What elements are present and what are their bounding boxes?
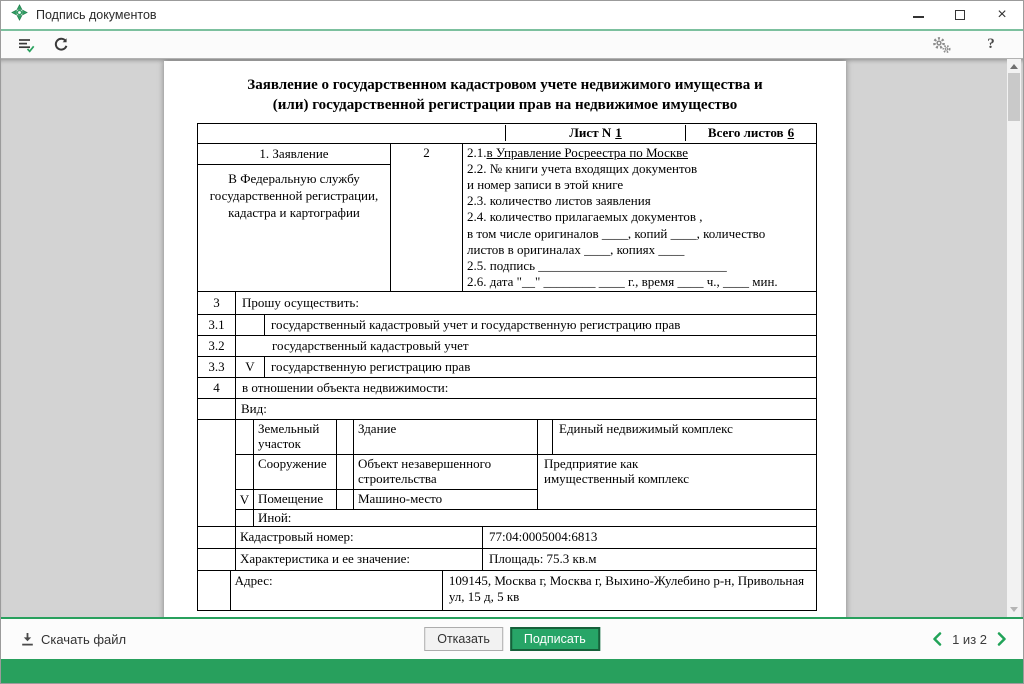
section2-number: 2 [390, 144, 462, 291]
checkbox-cell [336, 490, 353, 510]
help-icon: ? [987, 36, 995, 52]
table-row [198, 398, 816, 419]
vid-grid: Земельный участок Здание Единый недвижимый комплекс Сооружение Объект незавершенного строительства V Помещение Машино-место Предприятие как имущественный комплекс Иной: [235, 420, 816, 526]
scroll-up-icon[interactable] [1010, 64, 1018, 69]
cadastral-number-value: 77:04:0005004:6813 [482, 527, 816, 548]
table-row [198, 143, 816, 291]
signed-documents-list-button[interactable] [13, 33, 41, 57]
table-row: 3.3 V государственную регистрацию прав [198, 356, 816, 377]
checkbox-cell [235, 315, 264, 335]
application-form-table [197, 123, 817, 611]
checkbox-cell [537, 420, 552, 454]
page-indicator: 1 из 2 [952, 631, 987, 647]
checkbox-cell [236, 455, 253, 489]
minimize-button[interactable] [897, 1, 939, 29]
address-value: 109145, Москва г, Москва г, Выхино-Жулебино р-н, Привольная ул, 15 д, 5 кв [442, 571, 816, 610]
sign-button[interactable]: Подписать [510, 627, 600, 651]
table-row: Кадастровый номер: 77:04:0005004:6813 [198, 526, 816, 548]
document-viewer [1, 59, 1023, 617]
vid-grid-row [198, 419, 816, 526]
close-button[interactable] [981, 1, 1023, 29]
checkbox-cell [236, 510, 253, 526]
window-title: Подпись документов [36, 8, 157, 22]
download-icon [21, 632, 34, 646]
checkbox-cell [336, 420, 353, 454]
document-page [164, 61, 846, 617]
app-compass-icon [11, 4, 28, 26]
vertical-scrollbar[interactable] [1007, 59, 1021, 617]
refresh-icon [53, 37, 69, 53]
maximize-icon [955, 10, 965, 20]
download-label: Скачать файл [41, 631, 127, 647]
sheets-total: Всего листов 6 [685, 125, 816, 141]
section1-body: В Федеральную службу государственной регистрации, кадастра и картографии [209, 170, 379, 220]
settings-button[interactable] [927, 33, 955, 57]
scrollbar-thumb[interactable] [1008, 73, 1020, 121]
settings-gears-icon [931, 36, 951, 53]
reject-button[interactable]: Отказать [424, 627, 503, 651]
characteristic-value: Площадь: 75.3 кв.м [482, 549, 816, 570]
titlebar [1, 1, 1023, 29]
checkbox-cell [236, 420, 253, 454]
table-row: Адрес: 109145, Москва г, Москва г, Выхино-Жулебино р-н, Привольная ул, 15 д, 5 кв [198, 570, 816, 610]
table-row: 3.2 государственный кадастровый учет [198, 335, 816, 356]
bottom-accent-bar [1, 659, 1023, 683]
scroll-down-icon[interactable] [1010, 607, 1018, 612]
refresh-button[interactable] [47, 33, 75, 57]
sheet-row [198, 124, 816, 143]
table-row: Характеристика и ее значение: Площадь: 75.3 кв.м [198, 548, 816, 570]
pagination [932, 632, 1007, 647]
help-button[interactable] [977, 33, 1005, 57]
table-row: 4 в отношении объекта недвижимости: [198, 377, 816, 398]
close-icon: × [997, 6, 1007, 23]
next-page-icon[interactable] [997, 632, 1007, 646]
document-title: Заявление о государственном кадастровом учете недвижимого имущества и (или) государственной регистрации прав на недвижимое имущество [247, 77, 763, 113]
footer-bar [1, 617, 1023, 659]
toolbar [1, 31, 1023, 59]
section1-cell [198, 144, 390, 291]
download-file-button[interactable] [21, 632, 126, 647]
section1-header: 1. Заявление [198, 144, 390, 165]
list-check-icon [18, 37, 36, 53]
checkbox-cell-checked: V [239, 491, 250, 507]
minimize-icon [913, 16, 924, 18]
table-row: 3 Прошу осуществить: [198, 291, 816, 314]
prev-page-icon[interactable] [932, 632, 942, 646]
sheet-number: Лист N 1 [505, 125, 685, 141]
maximize-button[interactable] [939, 1, 981, 29]
vid-label: Вид: [235, 399, 816, 419]
checkbox-cell-checked: V [235, 357, 264, 377]
table-row: 3.1 государственный кадастровый учет и государственную регистрацию прав [198, 314, 816, 335]
section2-cell: 2.1.в Управление Росреестра по Москве 2.2. № книги учета входящих документов и номер записи в этой книге 2.3. количество листов заявления 2.4. количество прилагаемых документов , в том числе оригиналов ____, копий ____, количество листов в оригиналах ____, копиях ____ 2.5. подпись _____________________________ 2.6. дата "__" ________ ____ г., время ____ ч., ____ мин. [462, 144, 816, 291]
checkbox-cell [336, 455, 353, 489]
